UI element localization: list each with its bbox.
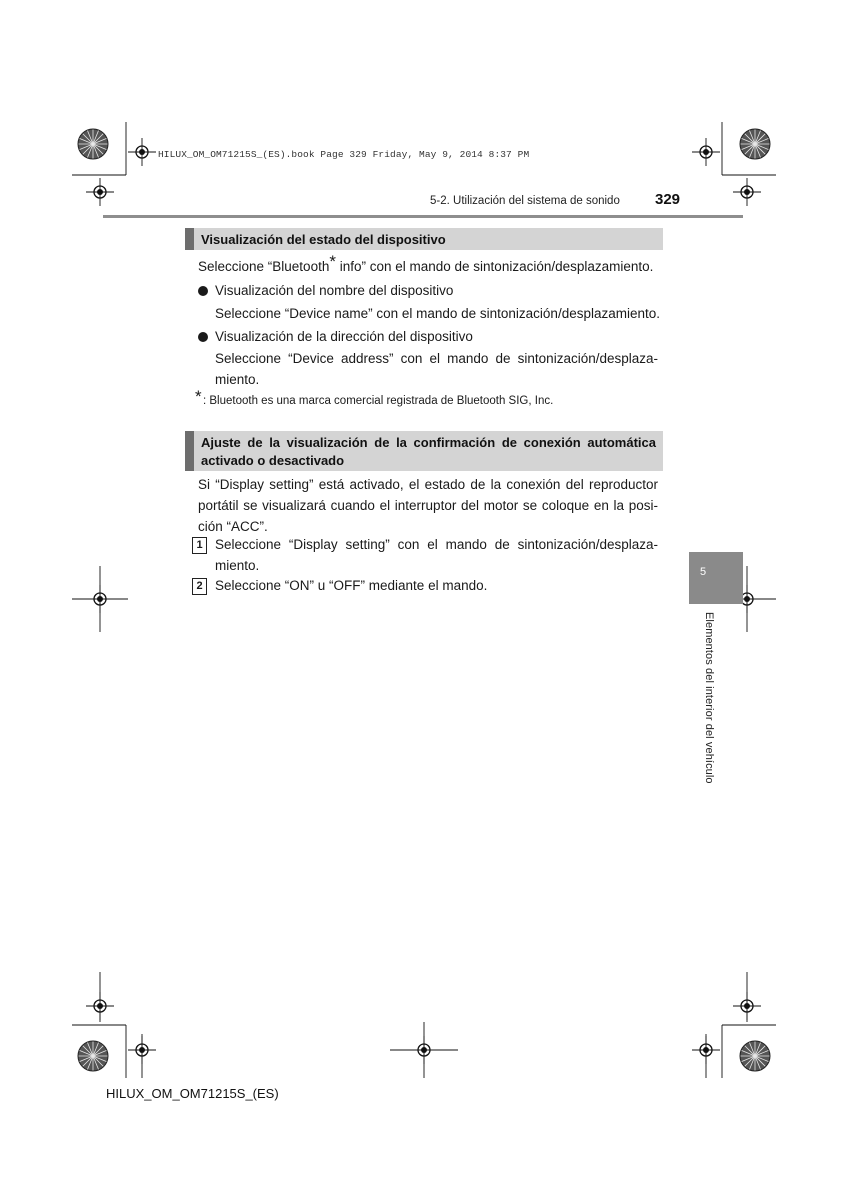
target-mark-icon — [128, 1036, 156, 1064]
step-2-text: Seleccione “ON” u “OFF” mediante el mando. — [215, 578, 488, 593]
step-1-text: Seleccione “Display setting” con el mando de sintonización/desplaza-miento. — [215, 537, 658, 573]
target-mark-icon — [733, 178, 761, 206]
rosette-mark-icon — [78, 129, 108, 159]
bullet-dot-icon — [198, 332, 208, 342]
step-number-badge: 2 — [192, 578, 207, 595]
print-info-slug: HILUX_OM_OM71215S_(ES).book Page 329 Friday, May 9, 2014 8:37 PM — [158, 149, 530, 160]
target-mark-icon — [733, 992, 761, 1020]
target-mark-icon — [410, 1036, 438, 1064]
step-number-badge: 1 — [192, 537, 207, 554]
target-mark-icon — [692, 138, 720, 166]
section2-paragraph: Si “Display setting” está activado, el estado de la conexión del reproductor portátil se visualizará cuando el interruptor del motor se coloque en la posi-ción “ACC”. — [198, 477, 658, 534]
top-right-crop-mark — [692, 122, 776, 206]
rosette-mark-icon — [740, 1041, 770, 1071]
target-mark-icon — [86, 178, 114, 206]
bullet-dot-icon — [198, 286, 208, 296]
intro-text-after: info” con el mando de sintonización/desplazamiento. — [335, 259, 654, 274]
target-mark-icon — [86, 992, 114, 1020]
page-number: 329 — [655, 191, 681, 208]
footnote-asterisk: * — [195, 387, 202, 406]
rosette-mark-icon — [78, 1041, 108, 1071]
bullet-title-device-name: Visualización del nombre del dispositivo — [215, 283, 454, 298]
target-mark-icon — [86, 585, 114, 613]
section-heading-device-status: Visualización del estado del dispositivo — [185, 228, 663, 250]
chapter-tab-number: 5 — [700, 566, 707, 578]
rosette-mark-icon — [740, 129, 770, 159]
header-rule — [103, 215, 743, 218]
bottom-right-crop-mark — [692, 972, 776, 1078]
bottom-left-crop-mark — [72, 972, 156, 1078]
intro-text-before: Seleccione “Bluetooth — [198, 259, 330, 274]
footer-document-id: HILUX_OM_OM71215S_(ES) — [106, 1086, 279, 1101]
target-mark-icon — [128, 138, 156, 166]
target-mark-icon — [692, 1036, 720, 1064]
bullet-body-device-address: Seleccione “Device address” con el mando de sintonización/desplaza-miento. — [215, 351, 658, 387]
footnote-text: : Bluetooth es una marca comercial registrada de Bluetooth SIG, Inc. — [203, 395, 554, 407]
top-left-crop-mark — [72, 122, 156, 206]
section-heading-auto-connection: Ajuste de la visualización de la confirmación de conexión automática activado o desactivado — [185, 431, 663, 471]
running-header-section: 5-2. Utilización del sistema de sonido — [430, 195, 620, 207]
chapter-tab — [689, 552, 743, 604]
bullet-title-device-address: Visualización de la dirección del dispositivo — [215, 329, 473, 344]
chapter-title-vertical: Elementos del interior del vehículo — [703, 612, 715, 784]
section1-intro — [198, 252, 654, 277]
trademark-asterisk: * — [329, 252, 336, 271]
bullet-body-device-name: Seleccione “Device name” con el mando de sintonización/desplazamiento. — [215, 306, 660, 321]
